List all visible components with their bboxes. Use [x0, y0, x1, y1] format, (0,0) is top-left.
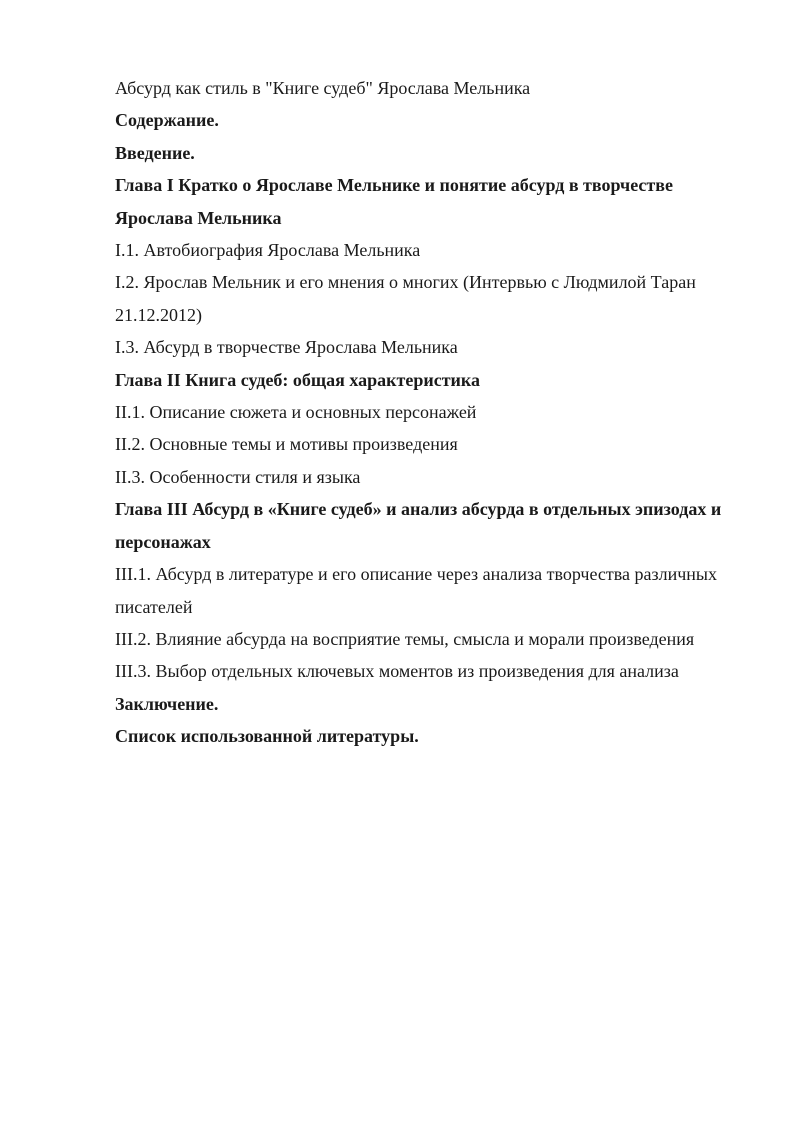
toc-conclusion: Заключение.	[115, 693, 219, 714]
chapter-1-heading: Глава I Кратко о Ярославе Мельнике и понятие абсурд в творчестве Ярослава Мельника	[115, 175, 673, 228]
chapter-3-item-3: III.3. Выбор отдельных ключевых моментов из произведения для анализа	[115, 661, 679, 682]
chapter-1-item-2: I.2. Ярослав Мельник и его мнения о многих (Интервью с Людмилой Таран 21.12.2012)	[115, 272, 696, 325]
chapter-3-item-1: III.1. Абсурд в литературе и его описание через анализа творчества различных писателей	[115, 564, 718, 617]
chapter-1-item-1: I.1. Автобиография Ярослава Мельника	[115, 240, 421, 261]
chapter-2-item-2: II.2. Основные темы и мотивы произведения	[115, 434, 458, 455]
document-content	[115, 72, 755, 753]
chapter-3-heading: Глава III Абсурд в «Книге судеб» и анализ абсурда в отдельных эпизодах и персонажах	[115, 499, 722, 552]
chapter-2-item-1: II.1. Описание сюжета и основных персонажей	[115, 402, 477, 423]
chapter-2-item-3: II.3. Особенности стиля и языка	[115, 466, 361, 487]
toc-references: Список использованной литературы.	[115, 726, 419, 747]
chapter-1-item-3: I.3. Абсурд в творчестве Ярослава Мельника	[115, 337, 458, 358]
document-title: Абсурд как стиль в "Книге судеб" Ярослава Мельника	[115, 78, 531, 98]
chapter-2-heading: Глава II Книга судеб: общая характеристика	[115, 369, 481, 390]
toc-introduction: Введение.	[115, 142, 195, 163]
toc-heading: Содержание.	[115, 110, 219, 131]
chapter-3-item-2: III.2. Влияние абсурда на восприятие темы, смысла и морали произведения	[115, 628, 695, 649]
